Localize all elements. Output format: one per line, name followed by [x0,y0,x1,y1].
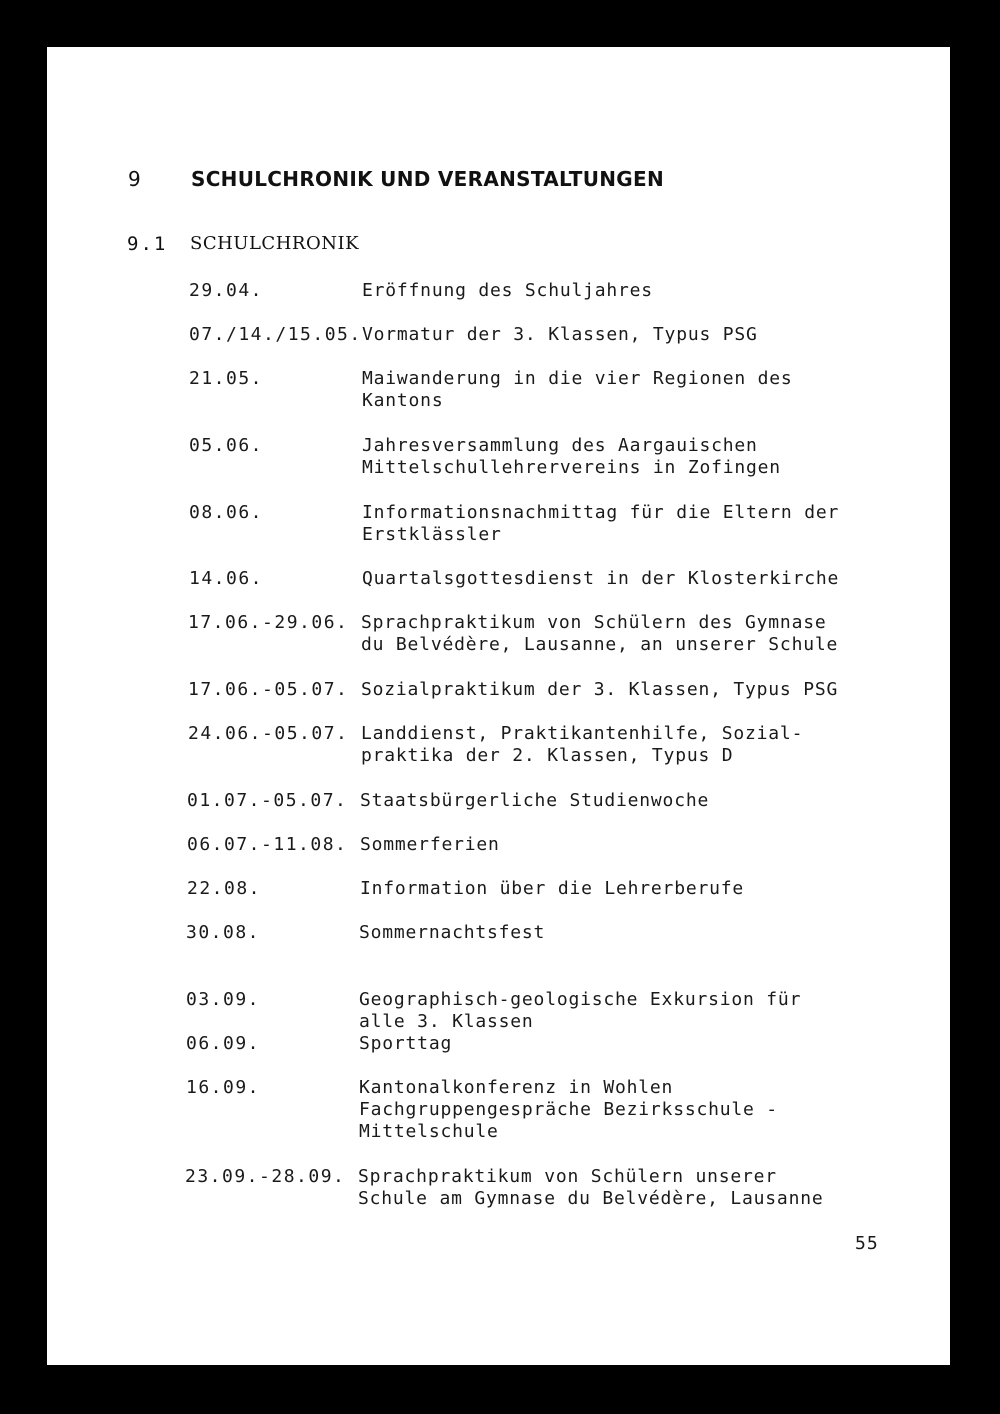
entry-description-line: Sprachpraktikum von Schülern des Gymnase [361,612,827,633]
entry-date: 16.09. [186,1077,261,1098]
subsection-title: SCHULCHRONIK [190,233,360,254]
entry-description-line: Informationsnachmittag für die Eltern der [362,502,840,523]
entry-description-line: Fachgruppengespräche Bezirksschule - [359,1099,778,1120]
entry-date: 05.06. [189,435,264,456]
entry-description [362,502,839,546]
entry-description-line: Maiwanderung in die vier Regionen des [362,368,793,389]
entry-description [362,435,781,479]
entry-date: 17.06.-05.07. [188,679,349,700]
entry-description [362,368,793,412]
section-title: SCHULCHRONIK UND VERANSTALTUNGEN [191,167,665,191]
entry-date: 23.09.-28.09. [185,1166,346,1187]
entry-description-line: Schule am Gymnase du Belvédère, Lausanne [358,1188,824,1209]
entry-date: 22.08. [187,878,262,899]
entry-description [360,834,500,856]
entry-date: 08.06. [189,502,264,523]
entry-description-line: praktika der 2. Klassen, Typus D [361,745,734,766]
subsection-number: 9.1 [127,233,168,255]
entry-description-line: Sprachpraktikum von Schülern unserer [358,1166,777,1187]
entry-description-line: Geographisch-geologische Exkursion für [359,989,802,1010]
entry-description-line: Eröffnung des Schuljahres [362,280,653,301]
entry-description-line: Erstklässler [362,524,502,545]
entry-date: 01.07.-05.07. [187,790,348,811]
entry-description-line: du Belvédère, Lausanne, an unserer Schule [361,634,839,655]
entry-description [361,612,838,656]
entry-description-line: Sommernachtsfest [359,922,546,943]
entry-date: 06.07.-11.08. [187,834,348,855]
entry-date: 21.05. [189,368,264,389]
entry-description-line: alle 3. Klassen [359,1011,534,1032]
entry-description [362,324,758,346]
entry-description [361,723,803,767]
entry-description [360,790,709,812]
document-page [47,47,950,1365]
entry-date: 30.08. [186,922,261,943]
entry-description-line: Mittelschule [359,1121,499,1142]
entry-description [359,922,545,944]
entry-description-line: Kantonalkonferenz in Wohlen [359,1077,674,1098]
entry-description [362,280,653,302]
entry-description [361,679,838,701]
entry-description-line: Landdienst, Praktikantenhilfe, Sozial- [361,723,804,744]
entry-description [359,1077,778,1143]
entry-date: 03.09. [186,989,261,1010]
entry-description [362,568,839,590]
entry-description-line: Kantons [362,390,444,411]
entry-description [360,878,744,900]
entry-date: 17.06.-29.06. [188,612,349,633]
section-number: 9 [128,167,142,191]
entry-date: 07./14./15.05. [189,324,362,345]
entry-description [359,1033,452,1055]
entry-date: 24.06.-05.07. [188,723,349,744]
entry-description-line: Jahresversammlung des Aargauischen [362,435,758,456]
entry-description-line: Staatsbürgerliche Studienwoche [360,790,710,811]
entry-description-line: Vormatur der 3. Klassen, Typus PSG [362,324,758,345]
entry-description-line: Information über die Lehrerberufe [360,878,745,899]
entry-description-line: Sommerferien [360,834,500,855]
entry-description [359,989,801,1033]
entry-description-line: Sporttag [359,1033,453,1054]
entry-date: 06.09. [186,1033,261,1054]
entry-description [358,1166,823,1210]
entry-date: 29.04. [189,280,264,301]
entry-date: 14.06. [189,568,264,589]
entry-description-line: Quartalsgottesdienst in der Klosterkirche [362,568,840,589]
entry-description-line: Mittelschullehrervereins in Zofingen [362,457,781,478]
page-number: 55 [855,1233,879,1254]
entry-description-line: Sozialpraktikum der 3. Klassen, Typus PSG [361,679,839,700]
